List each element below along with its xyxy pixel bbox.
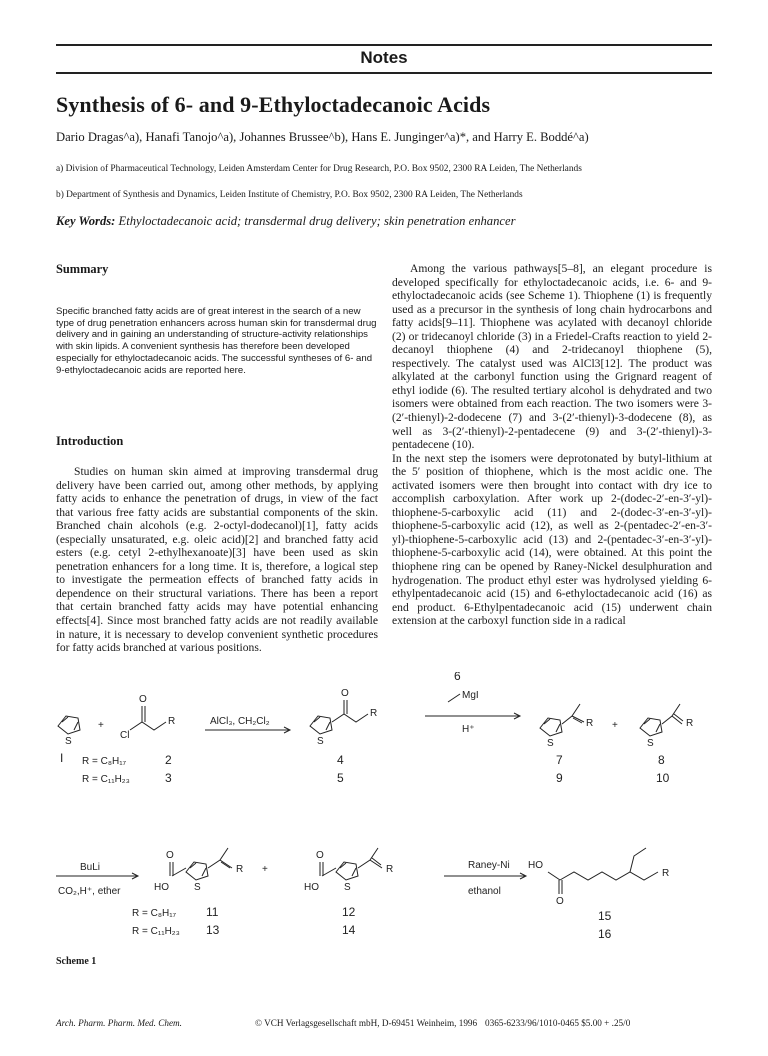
plus-sign: + — [612, 720, 618, 731]
reaction-scheme — [50, 672, 720, 972]
oxygen-label: O — [166, 850, 174, 861]
reagent-alcl3: AlCl₃, CH₂Cl₂ — [210, 716, 270, 727]
hydroxyl-label: HO — [304, 882, 319, 893]
r-group-label: R — [370, 708, 378, 719]
oxygen-label: O — [139, 694, 147, 705]
compound-9-label: 9 — [556, 771, 563, 785]
affiliation-a: a) Division of Pharmaceutical Technology, Leiden Amsterdam Center for Drug Research, P.O. Box 9502, 2300 RA Leiden, The Netherlands — [56, 164, 582, 174]
scheme-caption: Scheme 1 — [56, 956, 97, 967]
oxygen-label: O — [316, 850, 324, 861]
body-paragraph-1: Among the various pathways[5–8], an elegant procedure is developed specifically for ethyloctadecanoic acids, i.e. 6- and 9-ethyloctadecanoic acids (see Scheme 1). Thiophene (1) is frequently used as a precursor in the synthesis of long chain hydrocarbons and fatty acids[9–11]. Thiophene was acylated with decanoyl chloride (2) or tridecanoyl chloride (3) in a Friedel-Crafts reaction to yield 2-decanoyl thiophene (4) and 2-tridecanoyl thiophene (5), respectively. The catalyst used was AlCl3[12]. The product was alkylated at the carbonyl function using the Grignard reagent of ethyl iodide (6). The resulted tertiary alcohol is dehydrated and two isomers were obtained from each reaction. The two isomers were 3-(2′-thienyl)-2-dodecene (7) and 3-(2′-thienyl)-3-dodecene (8), as well as 3-(2′-thienyl)-2-pentadecene (9) and 3-(2′-thienyl)-3-pentadecene (10). — [392, 262, 712, 452]
introduction-paragraph: Studies on human skin aimed at improving transdermal drug delivery have been carried out, among other methods, by applying fatty acids to enhance the penetration of drugs, in view of the fact that various free fatty acids are substantial components of the skin. Branched chain alcohols (e.g. 2-octyl-dodecanol)[1], fatty acids (especially unsaturated, e.g. oleic acid)[2] and branched fatty acid esters (e.g. cetyl 2-ethylhexanoate)[3] have been used as skin penetration enhancers for a long time. It is, therefore, a logical step to investigate the permeation effects of branched fatty acids in dependence on their structural variations. There has been a report that certain branched fatty acids may have potential enhancing effects[4]. Since most branched fatty acids are not readily available in nature, it is necessary to develop convenient synthetic procedures for fatty acids branched at various positions. — [56, 465, 378, 655]
compound-5-label: 5 — [337, 771, 344, 785]
alkene-8-10 — [640, 704, 693, 749]
keywords-line — [56, 214, 736, 229]
r-group-label: R — [662, 868, 670, 879]
introduction-heading: Introduction — [56, 434, 124, 448]
compound-11-label: 11 — [206, 905, 219, 919]
acid-label: H⁺ — [462, 724, 475, 735]
sulfur-label: S — [344, 882, 351, 893]
alkene-7-9 — [540, 704, 593, 749]
r-group-label: R — [168, 716, 176, 727]
oxygen-label: O — [556, 896, 564, 907]
footer-code: 0365-6233/96/1010-0465 $5.00 + .25/0 — [485, 1018, 631, 1028]
compound-15-label: 15 — [598, 909, 612, 923]
ketone-4-5 — [310, 688, 377, 747]
grignard-label: MgI — [462, 690, 479, 701]
reagent-6-label: 6 — [454, 672, 461, 683]
header-rule-top — [56, 44, 712, 46]
oxygen-label: O — [341, 688, 349, 699]
r-definition-c11: R = C₁₁H₂₃ — [82, 774, 130, 785]
introduction-heading-box — [56, 434, 378, 449]
keywords-text: Ethyloctadecanoic acid; transdermal drug delivery; skin penetration enhancer — [118, 214, 516, 228]
compound-16-label: 16 — [598, 927, 612, 941]
r-group-label: R — [386, 864, 394, 875]
introduction-text-box — [56, 465, 378, 655]
r-group-label: R — [586, 718, 594, 729]
plus-sign: + — [98, 720, 104, 731]
thiophene-1 — [58, 716, 80, 747]
compound-1-label: I — [60, 751, 64, 765]
plus-sign: + — [262, 864, 268, 875]
compound-10-label: 10 — [656, 771, 670, 785]
footer-journal: Arch. Pharm. Pharm. Med. Chem. — [56, 1018, 182, 1028]
product-15-16 — [528, 848, 669, 907]
solvent-ethanol: ethanol — [468, 886, 501, 897]
hydroxyl-label: HO — [154, 882, 169, 893]
sulfur-label: S — [317, 736, 324, 747]
header-rule-bottom — [56, 72, 712, 74]
sulfur-label: S — [547, 738, 554, 749]
reagent-buli: BuLi — [80, 862, 101, 873]
compound-3-label: 3 — [165, 771, 172, 785]
acid-11-13 — [154, 848, 243, 893]
compound-2-label: 2 — [165, 753, 172, 767]
compound-7-label: 7 — [556, 753, 563, 767]
footer-copyright: © VCH Verlagsgesellschaft mbH, D-69451 Weinheim, 1996 — [255, 1018, 478, 1028]
section-label: Notes — [360, 48, 408, 67]
r-group-label: R — [686, 718, 694, 729]
acyl-chloride — [120, 694, 175, 741]
r-definition-c8: R = C₈H₁₇ — [132, 908, 177, 919]
reagent-co2: CO₂,H⁺, ether — [58, 886, 121, 897]
chloride-label: Cl — [120, 730, 130, 741]
summary-heading-box — [56, 262, 378, 277]
sulfur-label: S — [65, 736, 72, 747]
article-title: Synthesis of 6- and 9-Ethyloctadecanoic Acids — [56, 92, 491, 117]
body-right-column — [392, 262, 712, 628]
summary-text: Specific branched fatty acids are of great interest in the search of a new type of drug penetration enhancers across human skin for transdermal drug delivery and in gaining an understanding of structure-activity relationships with skin lipids. A convenient synthesis has therefore been developed especially for ethyloctadecanoic acids. The successful syntheses of 6- and 9-ethyloctadecanoic acids are reported here. — [56, 306, 377, 376]
r-group-label: R — [236, 864, 244, 875]
compound-13-label: 13 — [206, 923, 220, 937]
r-definition-c11: R = C₁₁H₂₃ — [132, 926, 180, 937]
keywords-label: Key Words: — [56, 214, 116, 228]
acid-12-14 — [304, 848, 393, 893]
author-list: Dario Dragas^a), Hanafi Tanojo^a), Johannes Brussee^b), Hans E. Junginger^a)*, and Harry E. Boddé^a) — [56, 130, 589, 144]
sulfur-label: S — [647, 738, 654, 749]
sulfur-label: S — [194, 882, 201, 893]
r-definition-c8: R = C₈H₁₇ — [82, 756, 127, 767]
compound-14-label: 14 — [342, 923, 356, 937]
reagent-raney-ni: Raney-Ni — [468, 860, 510, 871]
summary-heading: Summary — [56, 262, 109, 276]
compound-4-label: 4 — [337, 753, 344, 767]
affiliation-b: b) Department of Synthesis and Dynamics, Leiden Institute of Chemistry, P.O. Box 9502, 2300 RA Leiden, The Netherlands — [56, 190, 523, 200]
body-paragraph-2: In the next step the isomers were deprotonated by butyl-lithium at the 5′ position of thiophene, which is the most acidic one. The activated isomers were then brought into contact with dry ice to accomplish carboxylation. After work up 2-(dodec-2′-en-3′-yl)-thiophene-5-carboxylic acid (11) and 2-(dodec-3′-en-3′-yl)-thiophene-5-carboxylic acid (12), as well as 2-(pentadec-2′-en-3′-yl)-thiophene-5-carboxylic acid (13) and 2-(pentadec-3′-en-3′-yl)-thiophene-5-carboxylic acid (14), were obtained. At this point the thiophene ring can be opened by Raney-Nickel desulphuration and hydrogenation. The product ethyl ester was hydrolysed yielding 6-ethylpentadecanoic acid (15) and 6-ethyloctadecanoic acid (16) as end product. 6-Ethylpentadecanoic acid (15) underwent chain extension at the carboxyl function side in a radical — [392, 451, 712, 628]
hydroxyl-label: HO — [528, 860, 543, 871]
compound-8-label: 8 — [658, 753, 665, 767]
compound-12-label: 12 — [342, 905, 356, 919]
